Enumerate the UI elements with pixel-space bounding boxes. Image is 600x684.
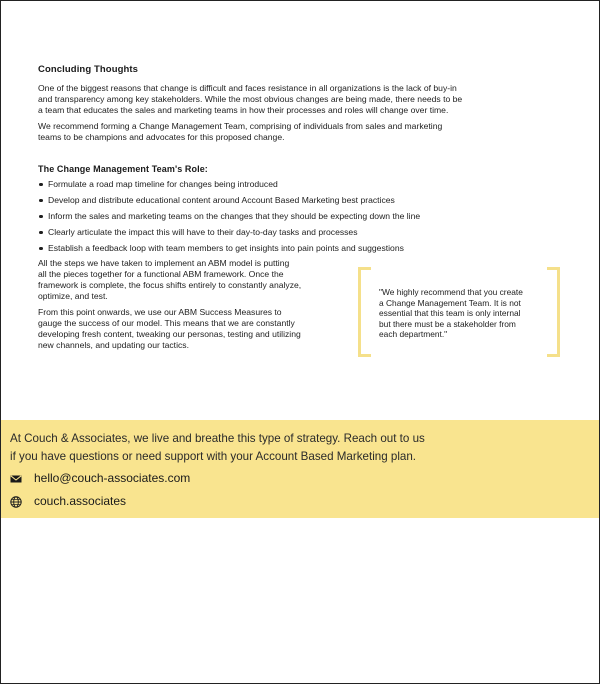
paragraph-line: developing fresh content, tweaking our personas, testing and utilizing [38,329,301,339]
quote-line: each department." [379,329,448,340]
bullet-item: Establish a feedback loop with team members to get insights into pain points and suggestions [38,243,558,259]
paragraph-line: optimize, and test. [38,291,108,301]
bullet-item: Inform the sales and marketing teams on the changes that they should be expecting down the line [38,211,558,227]
paragraph-line: All the steps we have taken to implement an ABM model is putting [38,258,290,268]
paragraph-line: new channels, and updating our tactics. [38,340,189,350]
paragraph-line: One of the biggest reasons that change is difficult and faces resistance in all organizations is the lack of buy-in [38,83,457,93]
quote-line: "We highly recommend that you create [379,287,523,297]
quote-text [379,287,541,340]
bullet-item: Formulate a road map timeline for changes being introduced [38,179,558,195]
paragraph-line: teams to be champions and advocates for this proposed change. [38,132,285,142]
paragraph-line: all the pieces together for a functional ABM framework. Once the [38,269,284,279]
left-bracket [358,267,371,357]
quote-line: a Change Management Team. It is not [379,297,521,308]
paragraph-line: a team that educates the sales and marketing teams in how their processes and roles will change over time. [38,105,449,115]
website-link[interactable]: couch.associates [34,494,127,508]
bullet-item: Develop and distribute educational content around Account Based Marketing best practices [38,195,558,211]
paragraph-line: framework is complete, the focus shifts entirely to constantly analyze, [38,280,302,290]
quote-line: essential that this team is only internal [379,308,521,319]
concluding-thoughts-heading: Concluding Thoughts [38,64,139,75]
envelope-icon [10,472,22,484]
team-role-heading: The Change Management Team's Role: [38,164,208,174]
quote-line: but there must be a stakeholder from [379,318,516,329]
banner-message [10,430,570,466]
paragraph-line: From this point onwards, we use our ABM Success Measures to [38,307,282,317]
bullet-item: Clearly articulate the impact this will have to their day-to-day tasks and processes [38,227,558,243]
paragraph-line: gauge the success of our model. This means that we are constantly [38,318,295,328]
pull-quote [358,267,560,359]
globe-icon [10,495,22,507]
banner-line: At Couch & Associates, we live and breathe this type of strategy. Reach out to us [10,432,425,445]
paragraph-line: We recommend forming a Change Management Team, comprising of individuals from sales and marketing [38,121,443,131]
contact-banner [1,420,599,518]
email-link[interactable]: hello@couch-associates.com [34,471,191,485]
banner-line: if you have questions or need support with your Account Based Marketing plan. [10,450,417,463]
website-contact[interactable] [10,493,126,509]
email-contact[interactable] [10,470,190,486]
paragraph-line: and transparency among key stakeholders. While the most obvious changes are being made, there needs to be [38,94,463,104]
right-bracket [547,267,560,357]
role-bullet-list [38,179,558,259]
